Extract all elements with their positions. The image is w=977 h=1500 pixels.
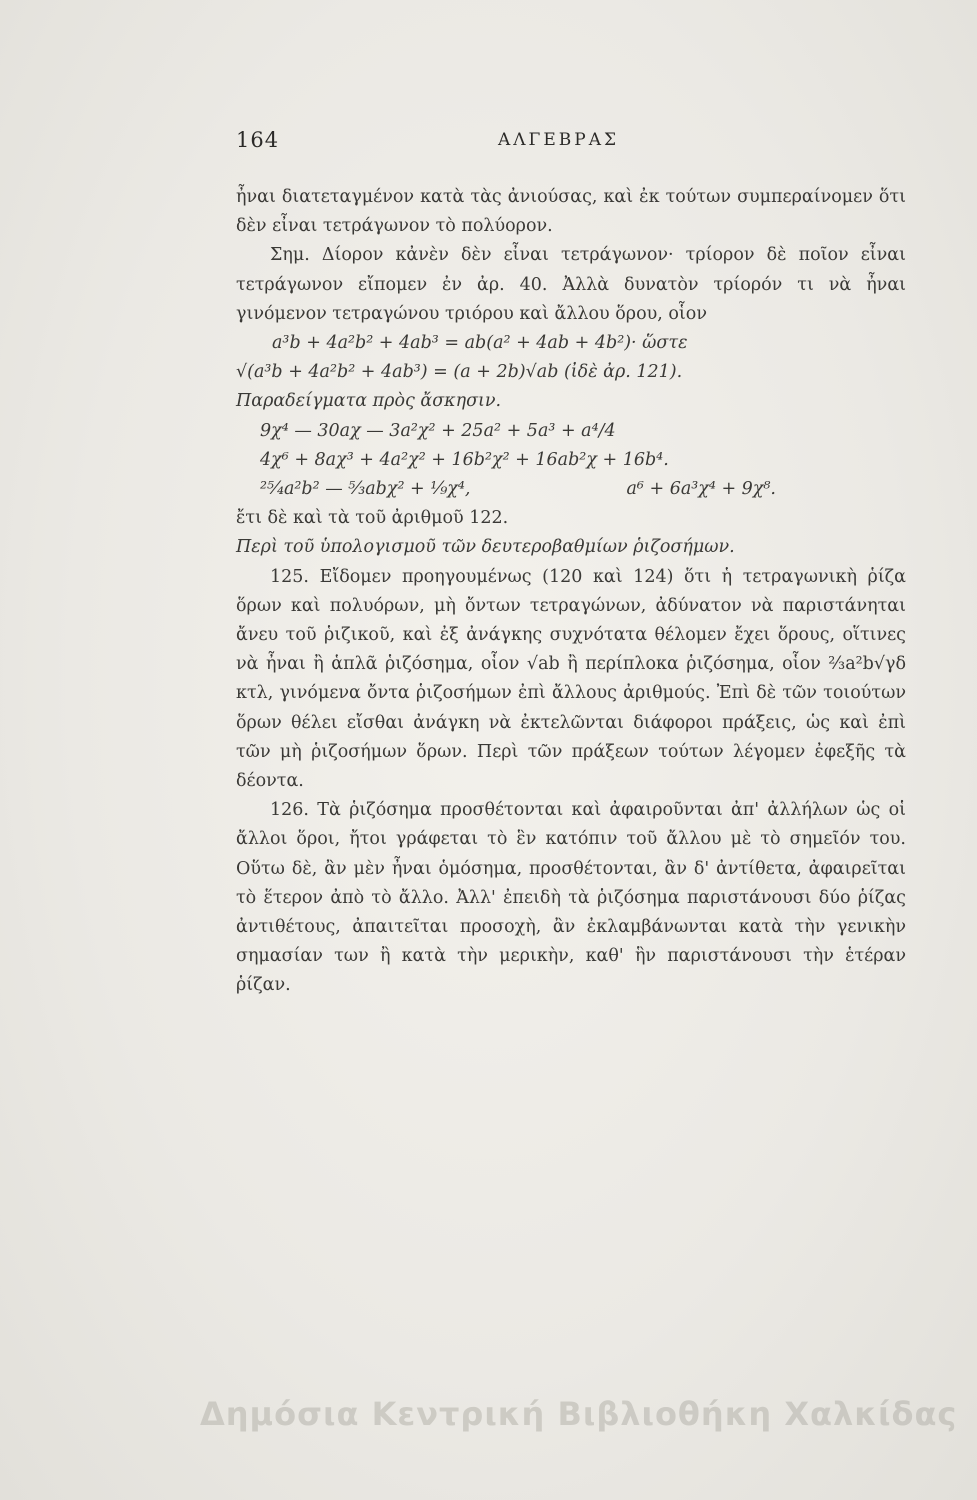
page-header xyxy=(236,128,837,162)
paragraph-continuation: ἦναι διατεταγμένον κατὰ τὰς ἀνιούσας, καὶ ἐκ τούτων συμπεραίνομεν ὅτι δὲν εἶναι τετράγωνον τὸ πολύορον. xyxy=(236,187,906,237)
exercise-row-3 xyxy=(236,475,906,504)
exercise-note: ἔτι δὲ καὶ τὰ τοῦ ἀριθμοῦ 122. xyxy=(236,508,509,529)
running-title: ΑΛΓΕΒΡΑΣ xyxy=(498,130,619,150)
exercise-3b: a⁶ + 6a³χ⁴ + 9χ⁸. xyxy=(626,479,776,500)
paragraph-126-text: Τὰ ῥιζόσημα προσθέτονται καὶ ἀφαιροῦνται ἀπ' ἀλλήλων ὡς οἱ ἄλλοι ὅροι, ἤτοι γράφεται τὸ ἓν κατόπιν τοῦ ἄλλου μὲ τὸ σημεῖόν του. Οὕτω δὲ, ἂν μὲν ἦναι ὁμόσημα, προσθέτονται, ἂν δ' ἀντίθετα, ἀφαιρεῖται τὸ ἕτερον ἀπὸ τὸ ἄλλο. Ἀλλ' ἐπειδὴ τὰ ῥιζόσημα παριστάνουσι δύο ῥίζας ἀντιθέτους, ἀπαιτεῖται προσοχὴ, ἂν ἐκλαμβάνωνται κατὰ τὴν γενικὴν σημασίαν των ἢ κατὰ τὴν μερικὴν, καθ' ἣν παριστάνουσι τὴν ἑτέραν ῥίζαν. xyxy=(236,800,906,996)
examples-heading: Παραδείγματα πρὸς ἄσκησιν. xyxy=(236,391,502,412)
exercise-1: 9χ⁴ — 30aχ — 3a²χ² + 25a² + 5a³ + a⁴/4 xyxy=(260,420,616,441)
exercise-3a: ²⁵⁄₄a²b² — ⁵⁄₃abχ² + ¹⁄₉χ⁴, xyxy=(260,479,471,500)
exercise-2: 4χ⁶ + 8aχ³ + 4a²χ² + 16b²χ² + 16ab²χ + 16b⁴. xyxy=(260,449,669,470)
section-number-126: 126. xyxy=(270,800,309,821)
equation-factorization: a³b + 4a²b² + 4ab³ = ab(a² + 4ab + 4b²)· ὥστε xyxy=(272,333,688,354)
library-watermark: Δημόσια Κεντρική Βιβλιοθήκη Χαλκίδας xyxy=(200,1395,958,1433)
equation-root: √(a³b + 4a²b² + 4ab³) = (a + 2b)√ab (ἰδὲ ἀρ. 121). xyxy=(236,362,683,383)
paragraph-125 xyxy=(236,563,906,797)
paragraph-126 xyxy=(236,796,906,1000)
paragraph-note: Σημ. Δίορον κἀνὲν δὲν εἶναι τετράγωνον· τρίορον δὲ ποῖον εἶναι τετράγωνον εἴπομεν ἐν ἀρ. 40. Ἀλλὰ δυνατὸν τρίορόν τι νὰ ἦναι γινόμενον τετραγώνου τριόρου καὶ ἄλλου ὅρου, οἷον xyxy=(236,245,906,324)
paragraph-125-text: Εἴδομεν προηγουμένως (120 καὶ 124) ὅτι ἡ τετραγωνικὴ ῥίζα ὅρων καὶ πολυόρων, μὴ ὄντων τετραγώνων, ἀδύνατον νὰ παριστάνηται ἄνευ τοῦ ῥιζικοῦ, καὶ ἐξ ἀνάγκης συχνότατα θέλομεν ἔχει ὅρους, οἵτινες νὰ ἦναι ἢ ἁπλᾶ ῥιζόσημα, οἷον √ab ἢ περίπλοκα ῥιζόσημα, οἷον ²⁄₃a²b√γδ κτλ, γινόμενα ὄντα ῥιζοσήμων ἐπὶ ἄλλους ἀριθμούς. Ἐπὶ δὲ τῶν τοιούτων ὅρων θέλει εἴσθαι ἀνάγκη νὰ ἐκτελῶνται διάφοροι πράξεις, ὡς καὶ ἐπὶ τῶν μὴ ῥιζοσήμων ὅρων. Περὶ τῶν πράξεων τούτων λέγομεν ἐφεξῆς τὰ δέοντα. xyxy=(236,566,906,792)
body-text xyxy=(236,183,906,1001)
section-heading: Περὶ τοῦ ὑπολογισμοῦ τῶν δευτεροβαθμίων ῥιζοσήμων. xyxy=(236,537,735,558)
page-number: 164 xyxy=(236,128,280,152)
section-number-125: 125. xyxy=(270,566,309,587)
